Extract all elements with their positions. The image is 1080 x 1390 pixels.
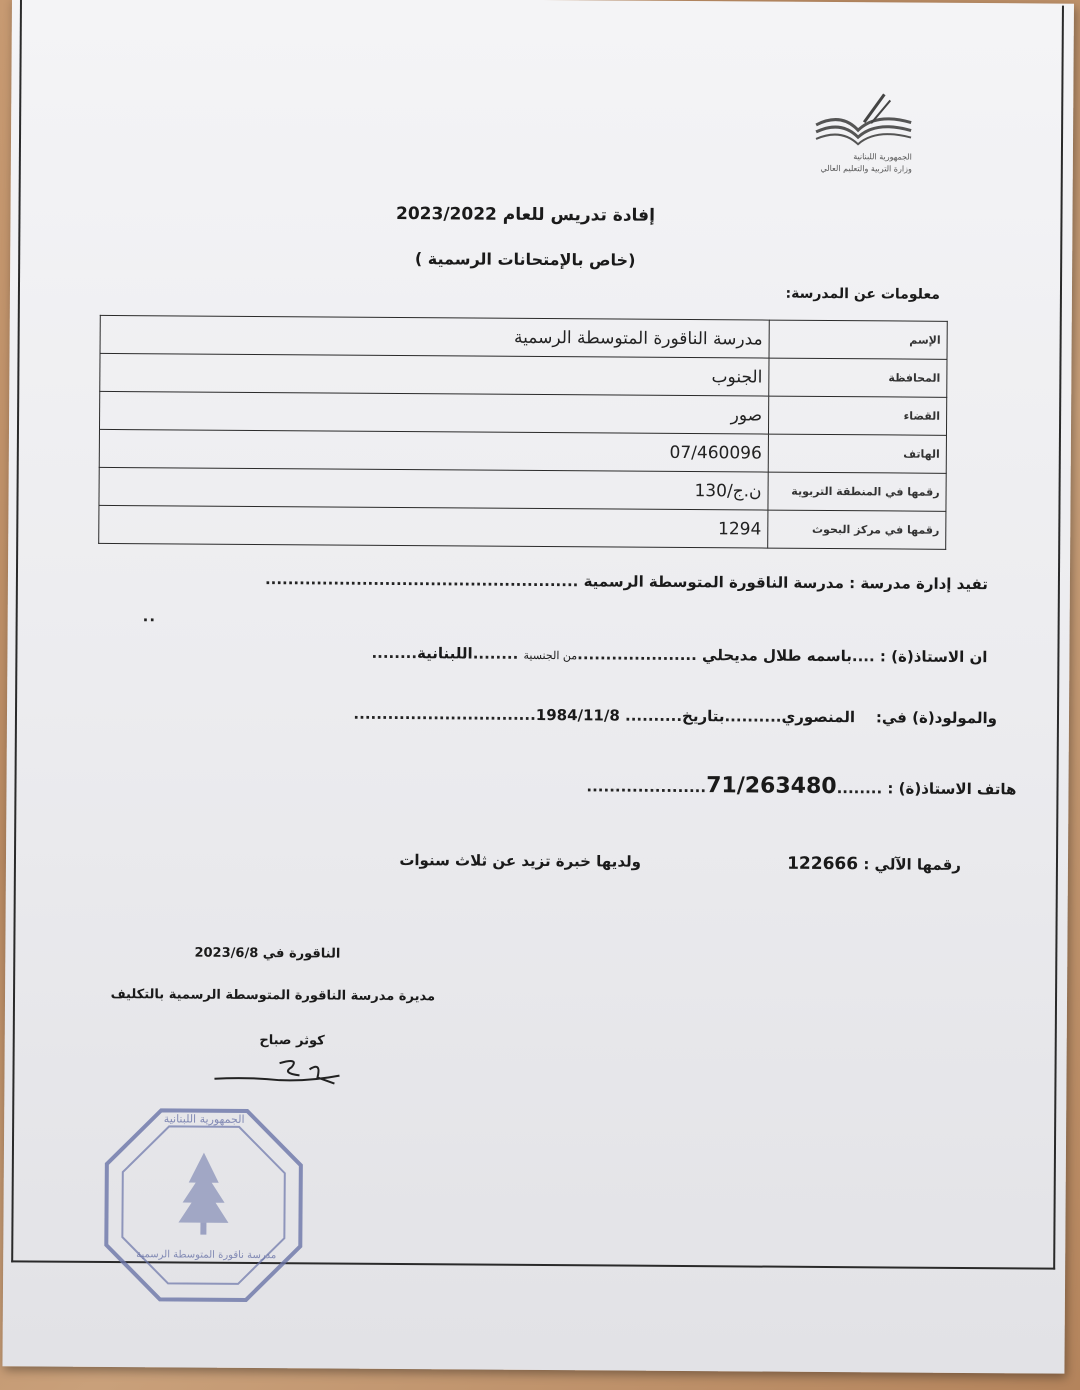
- auto-number-line: [746, 853, 961, 875]
- document-sheet: الجمهورية اللبنانية وزارة التربية والتعليم العالي إفادة تدريس للعام 2023/2022 (خاص بالإمتحانات الرسمية ) معلومات عن المدرسة: الإسم مدرسة الناقورة المتوسطة الرسمية المحافظة الجنوب القضاء صور الهاتف 07/460096 رقمها في المنطقة التربوية ن.ج/130 رقمها في مركز البحوث 1294 تفيد إدارة مدرسة : مدرسة الناقورة المتوسطة الرسمية ....................................................... .. ان الاستاذ(ة) : ....باسمه طلال مديحلي .....................من الجنسية ........اللبنانية........ والمولود(ة) في: المنصوري..........بتاريخ.......... 1984/11/8................................ هاتف الاستاذ(ة) : ........71/263480..................... رقمها الآلي : 122666 ولديها خبرة تزيد عن ثلاث سنوات الناقورة في 2023/6/8 مديرة مدرسة الناقورة المتوسطة الرسمية بالتكليف كوثر صباح الجمهورية اللبنانية مدرسة ناقورة المتوسطة الرسمية: [2, 0, 1074, 1374]
- cedar-icon: [178, 1152, 228, 1222]
- value-phone: 07/460096: [99, 429, 768, 472]
- teacher-name: باسمه طلال مديحلي: [702, 646, 852, 666]
- table-row: [100, 353, 947, 397]
- school-info-table: [98, 315, 948, 550]
- stamp-inner-text: مدرسة ناقورة المتوسطة الرسمية: [136, 1249, 277, 1262]
- value-name: مدرسة الناقورة المتوسطة الرسمية: [100, 315, 769, 358]
- signer-role: مديرة مدرسة الناقورة المتوسطة الرسمية بالتكليف: [110, 987, 436, 1005]
- logo-line-republic: الجمهورية اللبنانية: [853, 152, 912, 162]
- book-pen-icon: [786, 90, 926, 151]
- table-row: [99, 467, 946, 511]
- label-name: الإسم: [769, 320, 947, 359]
- place-date: الناقورة في 2023/6/8: [194, 945, 341, 962]
- table-row: [99, 429, 946, 473]
- birthplace: المنصوري: [781, 707, 856, 727]
- value-research-number: 1294: [99, 505, 768, 548]
- document-subtitle: (خاص بالإمتحانات الرسمية ): [414, 249, 636, 270]
- value-region-number: ن.ج/130: [99, 467, 768, 510]
- table-row: [100, 315, 947, 359]
- teacher-phone: 71/263480: [706, 773, 837, 800]
- label-district: القضاء: [768, 396, 946, 435]
- label-phone: الهاتف: [768, 434, 946, 473]
- experience-line: ولديها خبرة تزيد عن ثلاث سنوات: [399, 851, 642, 871]
- admin-line: تفيد إدارة مدرسة : مدرسة الناقورة المتوسطة الرسمية .......................................................: [264, 570, 988, 594]
- teacher-prefix: ان الاستاذ(ة) :: [879, 647, 988, 667]
- birthdate: 1984/11/8: [535, 705, 620, 725]
- phone-prefix: هاتف الاستاذ(ة) :: [887, 779, 1017, 799]
- signer-name: كوثر صباح: [259, 1033, 325, 1049]
- school-info-heading: معلومات عن المدرسة:: [785, 285, 941, 303]
- stamp-outer-text: الجمهورية اللبنانية: [163, 1112, 245, 1126]
- date-prefix: بتاريخ: [681, 706, 725, 726]
- page-border: [11, 0, 1064, 1270]
- logo-line-ministry: وزارة التربية والتعليم العالي: [820, 163, 912, 174]
- teacher-phone-line: هاتف الاستاذ(ة) : ........71/263480.....................: [586, 773, 1017, 800]
- ministry-logo: [786, 90, 927, 181]
- born-prefix: والمولود(ة) في:: [875, 708, 998, 728]
- label-region-number: رقمها في المنطقة التربوية: [768, 472, 946, 511]
- official-stamp: [98, 1102, 309, 1308]
- nationality: اللبنانية: [417, 644, 473, 663]
- table-row: [99, 391, 946, 435]
- nationality-prefix: من الجنسية: [523, 648, 578, 663]
- value-governorate: الجنوب: [100, 353, 769, 396]
- document-title: إفادة تدريس للعام 2023/2022: [395, 203, 656, 226]
- value-district: صور: [99, 391, 768, 434]
- teacher-line: ان الاستاذ(ة) : ....باسمه طلال مديحلي .....................من الجنسية ........اللبنانية........: [371, 643, 988, 667]
- table-row: [99, 505, 946, 549]
- auto-number-prefix: رقمها الآلي :: [863, 855, 962, 874]
- label-governorate: المحافظة: [769, 358, 947, 397]
- label-research-number: رقمها في مركز البحوث: [768, 510, 946, 549]
- handwritten-signature: [209, 1053, 349, 1094]
- birth-line: والمولود(ة) في: المنصوري..........بتاريخ.......... 1984/11/8................................: [353, 704, 998, 728]
- admin-prefix: تفيد إدارة مدرسة :: [849, 574, 988, 594]
- auto-number: 122666: [787, 853, 859, 875]
- admin-school: مدرسة الناقورة المتوسطة الرسمية: [583, 572, 844, 593]
